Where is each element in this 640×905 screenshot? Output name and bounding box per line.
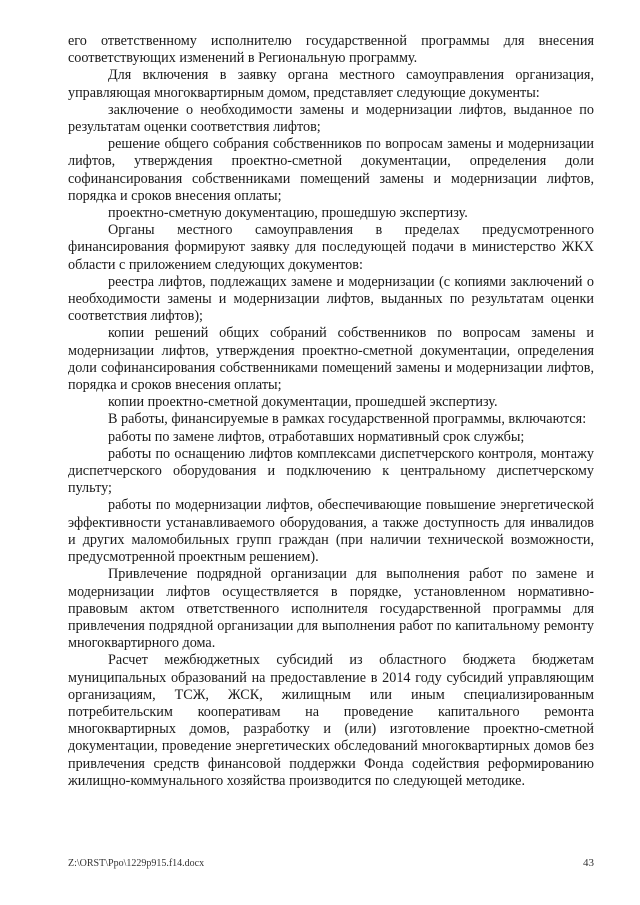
paragraph-work-replacement: работы по замене лифтов, отработавших нормативный срок службы; [108,428,525,445]
paragraph-item-registry: реестра лифтов, подлежащих замене и модернизации (с копиями заключений о необходимости замены и модернизации лифтов, выданных по результатам оценки соответствия лифтов); [68,273,594,325]
paragraph-contractor: Привлечение подрядной организации для выполнения работ по замене и модернизации лифтов осуществляется в порядке, установленном нормативно-правовым актом ответственного исполнителя государственной программы для привлечения подрядной организации для выполнения работ по капитальному ремонту многоквартирного дома. [68,566,594,652]
paragraph-works-intro: В работы, финансируемые в рамках государственной программы, включаются: [108,411,587,428]
paragraph-item-conclusion: заключение о необходимости замены и модернизации лифтов, выданное по результатам оценки соответствия лифтов; [68,101,594,136]
page-number: 43 [583,857,594,869]
paragraph-work-modernization: работы по модернизации лифтов, обеспечивающие повышение энергетической эффективности устанавливаемого оборудования, а также доступность для инвалидов и других маломобильных групп граждан (при наличии технической возможности, предусмотренной проектным решением). [68,497,594,566]
footer-file-path: Z:\ORST\Ppo\1229p915.f14.docx [68,858,205,869]
paragraph-item-owners-decision: решение общего собрания собственников по вопросам замены и модернизации лифтов, утверждения проектно-сметной документации, определения доли софинансирования собственниками помещений замены и модернизации лифтов, порядка и сроков внесения оплаты; [68,136,594,204]
paragraph-municipal-application: Органы местного самоуправления в пределах предусмотренного финансирования формируют заявку для последующей подачи в министерство ЖКХ области с приложением следующих документов: [68,222,594,273]
paragraph-work-dispatch: работы по оснащению лифтов комплексами диспетчерского контроля, монтажу диспетчерского оборудования и подключению к центральному диспетчерскому пульту; [68,445,594,497]
paragraph-subsidy-calculation: Расчет межбюджетных субсидий из областного бюджета бюджетам муниципальных образований на предоставление в 2014 году субсидий управляющим организациям, ТСЖ, ЖСК, жилищным или иным специализированным потребительским кооперативам на проведение капитального ремонта многоквартирных домов, разработку и (или) изготовление проектно-сметной документации, проведение энергетических обследований многоквартирных домов без привлечения средств финансовой поддержки Фонда содействия реформированию жилищно-коммунального хозяйства производится по следующей методике. [68,652,594,789]
paragraph-documents-intro: Для включения в заявку органа местного самоуправления организация, управляющая многоквартирным домом, представляет следующие документы: [68,67,594,101]
paragraph-item-design-copies: копии проектно-сметной документации, прошедшей экспертизу. [108,394,498,411]
document-body [68,33,594,790]
paragraph-item-decision-copies: копии решений общих собраний собственников по вопросам замены и модернизации лифтов, утверждения проектно-сметной документации, определения доли софинансирования собственниками помещений замены и модернизации лифтов, порядка и сроков внесения оплаты; [68,325,594,394]
paragraph-item-design-docs: проектно-сметную документацию, прошедшую экспертизу. [108,205,468,222]
paragraph-continuation: его ответственному исполнителю государственной программы для внесения соответствующих изменений в Региональную программу. [68,33,594,67]
